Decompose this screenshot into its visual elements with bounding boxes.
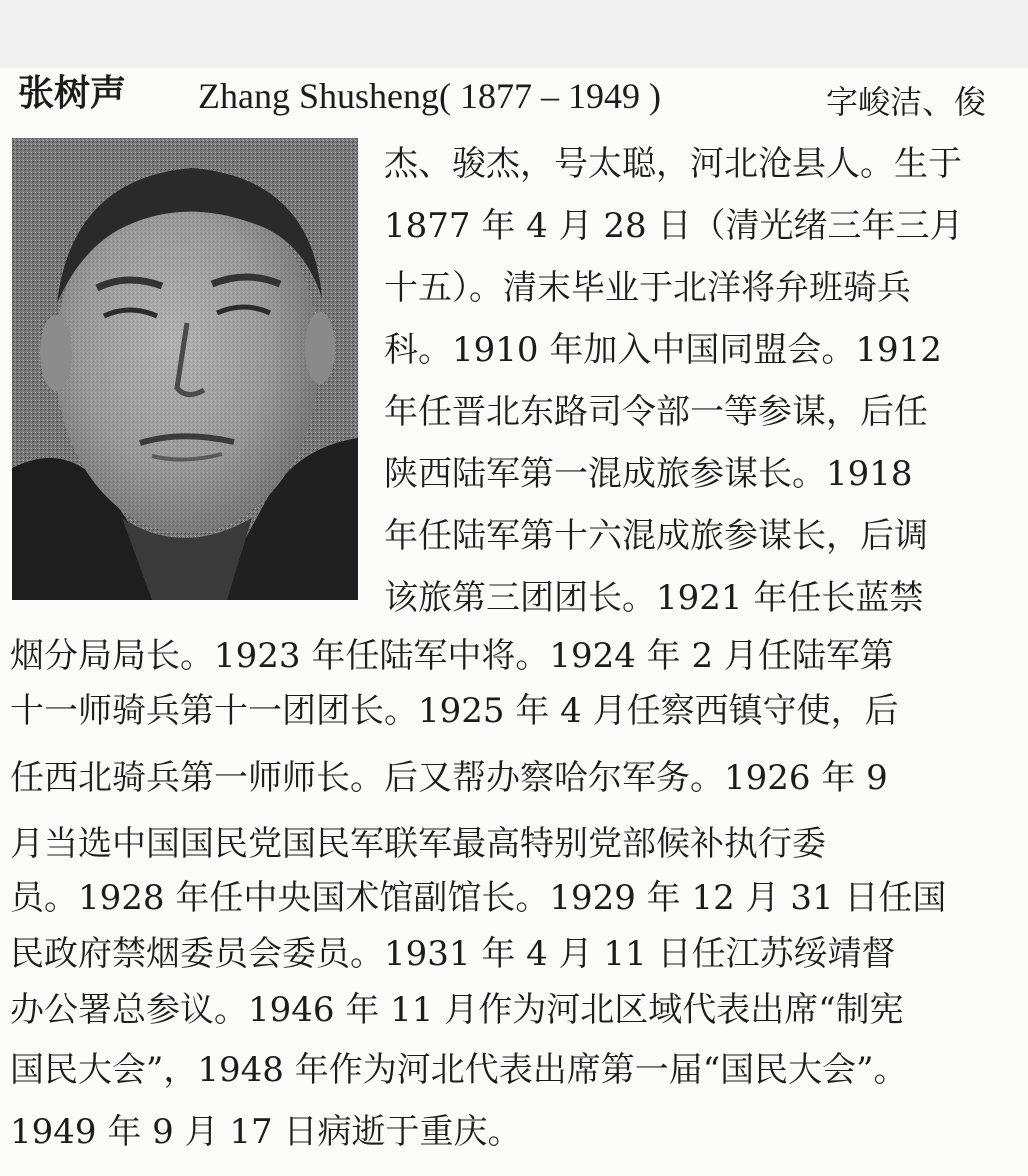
text-line: 1949 年 9 月 17 日病逝于重庆。 (10, 1112, 522, 1152)
entry-name-chinese: 张树声 (18, 73, 127, 114)
entry-name-latin: Zhang Shusheng( 1877 – 1949 ) (198, 76, 661, 116)
text-line: 十五）。清末毕业于北洋将弁班骑兵 (384, 268, 911, 308)
top-bar (0, 0, 1028, 68)
text-line: 烟分局局长。1923 年任陆军中将。1924 年 2 月任陆军第 (10, 636, 894, 676)
text-line: 员。1928 年任中央国术馆副馆长。1929 年 12 月 31 日任国 (10, 878, 947, 918)
text-line: 年任陆军第十六混成旅参谋长，后调 (384, 516, 928, 556)
text-line: 杰、骏杰，号太聪，河北沧县人。生于 (384, 144, 962, 184)
entry-heading-continuation: 字峻洁、俊 (826, 83, 987, 121)
text-line: 年任晋北东路司令部一等参谋，后任 (384, 392, 928, 432)
text-line: 科。1910 年加入中国同盟会。1912 (384, 330, 942, 370)
text-line: 民政府禁烟委员会委员。1931 年 4 月 11 日任江苏绥靖督 (10, 934, 896, 974)
text-line: 该旅第三团团长。1921 年任长蓝禁 (384, 578, 924, 618)
text-line: 十一师骑兵第十一团团长。1925 年 4 月任察西镇守使，后 (10, 691, 899, 731)
portrait-photo (12, 138, 358, 600)
text-line: 陕西陆军第一混成旅参谋长。1918 (384, 454, 913, 494)
text-line: 月当选中国国民党国民军联军最高特别党部候补执行委 (10, 824, 826, 864)
text-line: 国民大会”，1948 年作为河北代表出席第一届“国民大会”。 (10, 1050, 908, 1090)
text-line: 任西北骑兵第一师师长。后又帮办察哈尔军务。1926 年 9 (10, 758, 888, 798)
text-line: 办公署总参议。1946 年 11 月作为河北区域代表出席“制宪 (10, 990, 904, 1030)
text-line: 1877 年 4 月 28 日（清光绪三年三月 (384, 206, 964, 246)
